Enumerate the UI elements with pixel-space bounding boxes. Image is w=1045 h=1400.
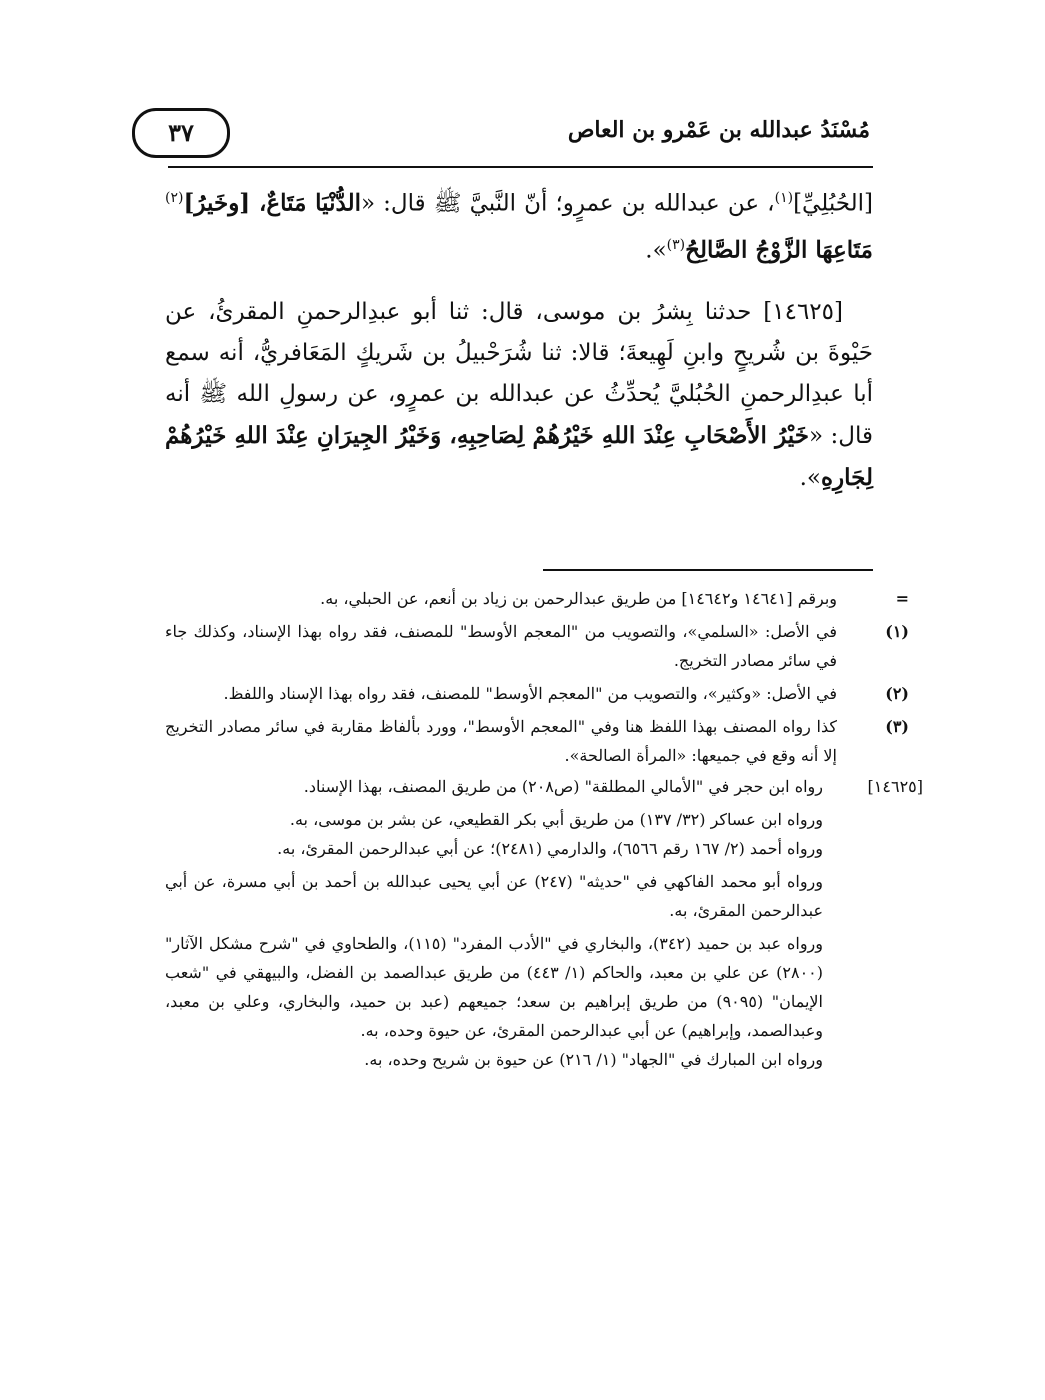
continuation-line: ورواه ابن المبارك في "الجهاد" (١/ ٢١٦) عن حيوة بن شريح وحده، به.: [364, 1050, 823, 1069]
isnad-text: [١٤٦٢٥] حدثنا بِشرُ بن موسى، قال: ثنا أبو عبدِالرحمنِ المقرئُ، عن حَيْوةَ بن شُريحٍ وابنِ لَهِيعةَ؛ قالا: ثنا شُرَحْبيلُ بن شَريكٍ المَعَافريُّ، أنه سمع أبا عبدِالرحمنِ الحُبُليَّ يُحدِّثُ عن عبدالله بن عمرٍو، عن رسولِ الله ﷺ أنه قال: «: [165, 299, 873, 449]
footnote-continuation: [165, 805, 873, 1074]
continuation-line: ورواه عبد بن حميد (٣٤٢)، والبخاري في "الأدب المفرد" (١١٥)، والطحاوي في "شرح مشكل الآثار" (٢٨٠٠) عن علي بن معبد، والحاكم (١/ ٤٤٣) من طريق عبدالصمد بن الفضل، والبيهقي في "شعب الإيمان" (٩٠٩٥) من طريق إبراهيم بن سعد؛ جميعهم (عبد بن حميد، والبخاري، وعلي بن معبد، وعبدالصمد، وإبراهيم) عن أبي عبدالرحمن المقرئ، عن حيوة وحده، به.: [165, 934, 824, 1040]
footnote-divider: [543, 569, 873, 571]
header-divider: [168, 166, 873, 168]
footnote-block: [165, 584, 923, 1074]
footnote-text: في الأصل: «وكثير»، والتصويب من "المعجم الأوسط" للمصنف، فقد رواه بهذا الإسناد واللفظ.: [223, 684, 837, 703]
chain-text: ، عن عبدالله بن عمرٍو؛ أنّ النَّبيَّ ﷺ قال: «: [361, 190, 775, 217]
page-number-badge: ٣٧: [132, 108, 230, 158]
continuation-line: ورواه ابن عساكر (٣٢/ ١٣٧) من طريق أبي بكر القطيعي، عن بشر بن موسى، به.: [289, 810, 823, 829]
footnote-marker: (١): [885, 622, 909, 641]
footnote-ref-1: (١): [774, 190, 794, 206]
hadith-paragraph-1: [165, 178, 873, 271]
narrator-bracket: [الحُبُلِيِّ]: [793, 190, 873, 217]
footnote-text: كذا رواه المصنف بهذا اللفظ هنا وفي "المعجم الأوسط"، وورد بألفاظ مقاربة في سائر مصادر التخريج إلا أنه وقع في جميعها: «المرأة الصالحة».: [165, 717, 837, 765]
footnote-item: [165, 617, 909, 675]
footnote-marker: (٣): [885, 717, 909, 736]
footnote-marker: (٢): [885, 684, 909, 703]
footnote-marker: [١٤٦٢٥]: [867, 777, 923, 796]
footnote-text: في الأصل: «السلمي»، والتصويب من "المعجم الأوسط" للمصنف، فقد رواه بهذا الإسناد، وكذلك جاء في سائر مصادر التخريج.: [165, 622, 837, 670]
hadith-text-1a: الدُّنْيَا مَتَاعٌ، [وخَيرُ]: [183, 189, 361, 217]
footnote-text: وبرقم [١٤٦٤١ و١٤٦٤٢] من طريق عبدالرحمن بن زياد بن أنعم، عن الحبلي، به.: [320, 589, 837, 608]
continuation-line: ورواه أبو محمد الفاكهي في "حديثه" (٢٤٧) عن أبي يحيى عبدالله بن أحمد بن أبي مسرة، عن أبي عبدالرحمن المقرئ، به.: [165, 872, 823, 920]
footnote-ref-2: (٢): [165, 190, 184, 206]
footnote-text: رواه ابن حجر في "الأمالي المطلقة" (ص٢٠٨) من طريق المصنف، بهذا الإسناد.: [303, 777, 823, 796]
footnote-item: [165, 679, 909, 708]
continuation-line: ورواه أحمد (٢/ ١٦٧ رقم ٦٥٦٦)، والدارمي (٢٤٨١)؛ عن أبي عبدالرحمن المقرئ، به.: [277, 839, 823, 858]
quote-close: ».: [645, 237, 667, 264]
hadith-paragraph-2: [165, 292, 873, 499]
running-header-title: مُسْنَدُ عبدالله بن عَمْرو بن العاص: [567, 117, 870, 143]
footnote-item: [165, 712, 909, 770]
footnote-marker: =: [895, 589, 909, 608]
footnote-item: [165, 772, 923, 801]
quote-close: ».: [799, 465, 821, 491]
footnote-item: [165, 584, 909, 613]
footnote-ref-3: (٣): [666, 236, 686, 253]
hadith-text-2: خَيْرُ الأَصْحَابِ عِنْدَ اللهِ خَيْرُهُمْ لِصَاحِبِهِ، وَخَيْرُ الجِيرَانِ عِنْدَ اللهِ خَيْرُهُمْ لِجَارِهِ: [165, 422, 873, 491]
hadith-text-1b: مَتَاعِهَا الزَّوْجُ الصَّالِحُ: [685, 236, 873, 264]
